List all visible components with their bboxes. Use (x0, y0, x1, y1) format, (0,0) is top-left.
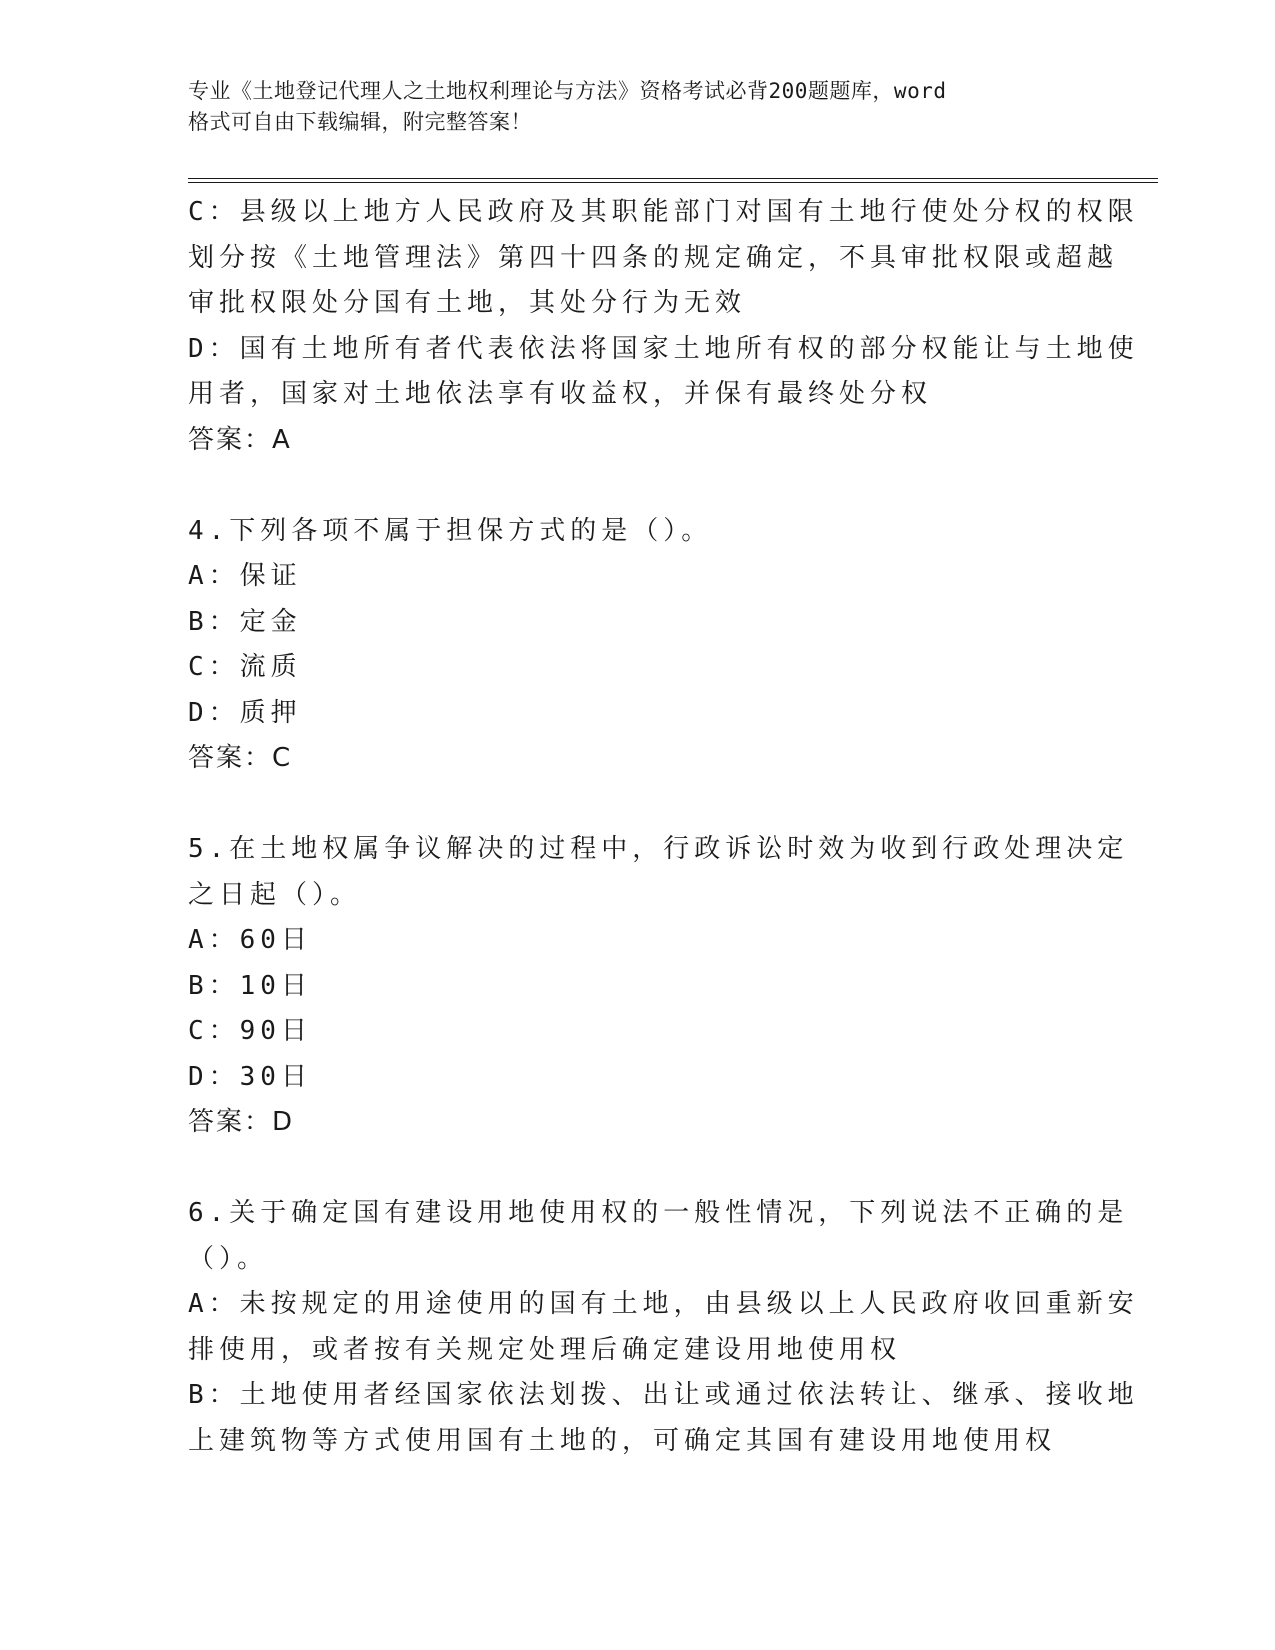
q6-question-line-1: 6.关于确定国有建设用地使用权的一般性情况，下列说法不正确的是 (188, 1198, 1129, 1228)
q5-option-c: C：90日 (188, 1016, 312, 1046)
q3-answer: 答案：A (188, 424, 292, 455)
spacer (188, 782, 1078, 828)
question-3-block (188, 190, 1139, 463)
page-header (188, 76, 1068, 138)
q4-option-c: C：流质 (188, 652, 302, 682)
question-5-block (188, 827, 1129, 1146)
header-title-line-2: 格式可自由下载编辑，附完整答案！ (188, 110, 532, 134)
q5-option-b: B：10日 (188, 970, 312, 1001)
question-content (188, 190, 1139, 1464)
spacer (188, 1146, 1078, 1192)
question-4-block (188, 509, 1078, 782)
q4-option-d: D：质押 (188, 697, 302, 728)
header-title-line-1: 专业《土地登记代理人之土地权利理论与方法》资格考试必背200题题库，word (188, 79, 947, 103)
q5-question-line-1: 5.在土地权属争议解决的过程中，行政诉讼时效为收到行政处理决定 (188, 834, 1129, 864)
question-6-block (188, 1191, 1139, 1464)
q4-option-b: B：定金 (188, 606, 302, 637)
q6-option-b-line-1: B：土地使用者经国家依法划拨、出让或通过依法转让、继承、接收地 (188, 1380, 1139, 1410)
q3-option-d-line-1: D：国有土地所有者代表依法将国家土地所有权的部分权能让与土地使 (188, 333, 1139, 364)
q3-option-c-line-1: C：县级以上地方人民政府及其职能部门对国有土地行使处分权的权限 (188, 197, 1139, 227)
q5-question-line-2: 之日起（）。 (188, 879, 362, 910)
q6-option-a-line-2: 排使用，或者按有关规定处理后确定建设用地使用权 (188, 1334, 902, 1365)
q6-question-line-2: （）。 (188, 1243, 269, 1274)
q5-option-d: D：30日 (188, 1061, 312, 1092)
q6-option-a-line-1: A：未按规定的用途使用的国有土地，由县级以上人民政府收回重新安 (188, 1289, 1139, 1319)
q4-question: 4.下列各项不属于担保方式的是（）。 (188, 515, 713, 546)
q5-answer: 答案：D (188, 1107, 295, 1137)
q3-option-c-line-2: 划分按《土地管理法》第四十四条的规定确定，不具审批权限或超越 (188, 242, 1119, 273)
q4-answer: 答案：C (188, 743, 293, 773)
q3-option-c-line-3: 审批权限处分国有土地，其处分行为无效 (188, 288, 747, 318)
q5-option-a: A：60日 (188, 925, 312, 955)
q4-option-a: A：保证 (188, 561, 302, 591)
header-divider (188, 178, 1158, 183)
q6-option-b-line-2: 上建筑物等方式使用国有土地的，可确定其国有建设用地使用权 (188, 1425, 1057, 1456)
spacer (188, 463, 1078, 509)
q3-option-d-line-2: 用者，国家对土地依法享有收益权，并保有最终处分权 (188, 379, 933, 409)
